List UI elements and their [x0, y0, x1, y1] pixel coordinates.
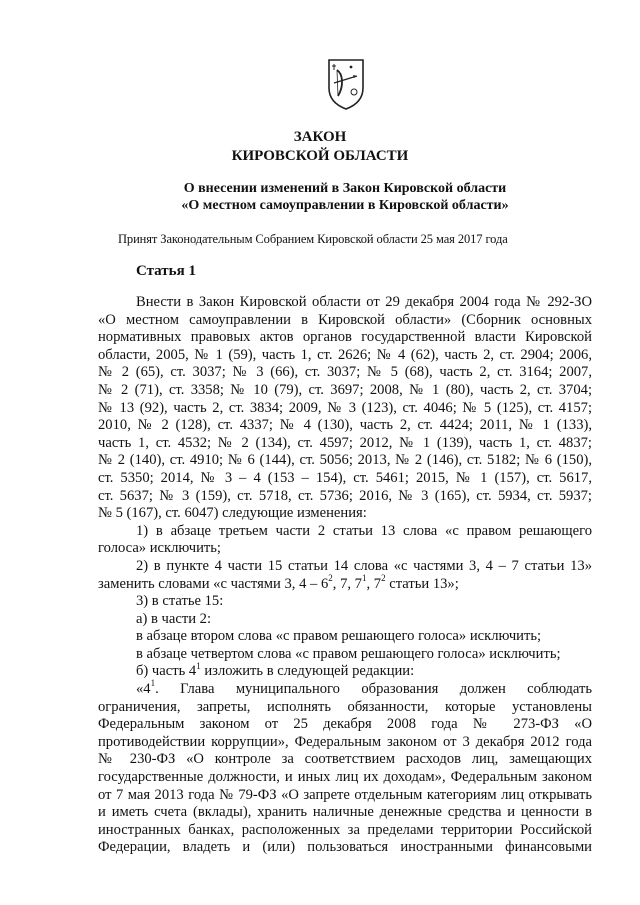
body-line: Федерации, владеть и (или) пользоваться иностранными финансовыми: [98, 839, 592, 856]
body-line: нормативных правовых актов органов государственной власти Кировской: [98, 329, 592, 346]
superscript: 1: [361, 572, 367, 583]
body-line: [98, 572, 592, 594]
article-heading: Статья 1: [136, 263, 196, 279]
superscript: 1: [150, 678, 156, 689]
body-line: ст. 5350; 2014, № 3 – 4 (153 – 154), ст. 5461; 2015, № 1 (157), ст. 5617,: [98, 469, 592, 486]
body-line: № 2 (71), ст. 3358; № 10 (79), ст. 3697; 2008, № 1 (80), часть 2, ст. 3704;: [98, 381, 592, 398]
body-line: 2) в пункте 4 части 15 статьи 14 слова «с частями 3, 4 – 7 статьи 13»: [136, 557, 592, 574]
law-subject-line2: «О местном самоуправлении в Кировской области»: [181, 198, 509, 213]
body-line: и иметь счета (вклады), хранить наличные денежные средства и ценности в: [98, 804, 592, 821]
law-body: [98, 294, 592, 857]
body-line: № 13 (92), часть 2, ст. 3834; 2009, № 3 (123), ст. 4046; № 5 (125), ст. 4157;: [98, 399, 592, 416]
superscript: 2: [328, 572, 333, 583]
body-line: 1) в абзаце третьем части 2 статьи 13 слова «с правом решающего: [136, 522, 592, 539]
body-line: ограничения, запреты, исполнять обязанности, которые установлены: [98, 698, 592, 715]
body-line: от 7 мая 2013 года № 79-ФЗ «О запрете отдельным категориям лиц открывать: [98, 786, 592, 803]
body-line: [98, 660, 592, 681]
text-fragment: б) часть 4: [136, 663, 197, 680]
body-line: 2010, № 2 (128), ст. 4337; № 4 (130), часть 2, ст. 4424; 2011, № 1 (133),: [98, 417, 592, 434]
coat-of-arms-icon: [326, 58, 366, 110]
text-fragment: заменить словами «с частями 3, 4 – 6: [98, 575, 329, 592]
body-line: Внести в Закон Кировской области от 29 декабря 2004 года № 292-ЗО: [136, 294, 592, 310]
text-fragment: , 7, 7: [332, 575, 362, 592]
body-line: [98, 678, 592, 699]
text-fragment: «4: [136, 681, 151, 698]
body-line: государственные должности, и иных лиц их доходам», Федеральным законом: [98, 769, 592, 786]
body-line: области, 2005, № 1 (59), часть 1, ст. 2626; № 4 (62), часть 2, ст. 2904; 2006,: [98, 346, 592, 363]
text-fragment: изложить в следующей редакции:: [200, 663, 415, 680]
body-line: часть 1, ст. 4532; № 2 (134), ст. 4597; 2012, № 1 (139), часть 1, ст. 4837;: [98, 434, 592, 451]
law-region: КИРОВСКОЙ ОБЛАСТИ: [231, 148, 409, 164]
body-line: 3) в статье 15:: [136, 593, 224, 610]
superscript: 2: [381, 572, 386, 583]
body-line: № 2 (65), ст. 3037; № 3 (66), ст. 3037; № 5 (68), часть 2, ст. 3164; 2007,: [98, 364, 592, 381]
text-fragment: , 7: [366, 575, 382, 592]
body-line: Федеральным законом от 25 декабря 2008 года № 273-ФЗ «О: [98, 716, 592, 733]
body-line: № 2 (140), ст. 4910; № 6 (144), ст. 5056; 2013, № 2 (146), ст. 5182; № 6 (150),: [98, 452, 592, 469]
law-subject-line1: О внесении изменений в Закон Кировской области: [183, 181, 507, 196]
body-line: № 230-ФЗ «О контроле за соответствием расходов лиц, замещающих: [98, 751, 592, 768]
body-line: голоса» исключить;: [98, 540, 221, 557]
body-line: в абзаце втором слова «с правом решающего голоса» исключить;: [136, 628, 542, 645]
law-title: ЗАКОН: [293, 129, 347, 145]
body-line: № 5 (167), ст. 6047) следующие изменения:: [98, 505, 367, 522]
superscript: 1: [196, 660, 201, 671]
body-line: в абзаце четвертом слова «с правом решающего голоса» исключить;: [136, 645, 561, 662]
body-line: «О местном самоуправлении в Кировской области» (Сборник основных: [98, 311, 592, 328]
adoption-note: Принят Законодательным Собранием Кировской области 25 мая 2017 года: [118, 232, 508, 246]
body-line: а) в части 2:: [136, 610, 212, 627]
body-line: противодействии коррупции», Федеральным законом от 3 декабря 2012 года: [98, 733, 592, 750]
text-fragment: статьи 13»;: [385, 575, 459, 592]
text-fragment: . Глава муниципального образования должен соблюдать: [155, 681, 592, 698]
body-line: иностранных банках, расположенных за пределами территории Российской: [98, 821, 592, 838]
body-line: ст. 5637; № 3 (159), ст. 5718, ст. 5736; 2016, № 3 (165), ст. 5934, ст. 5937;: [98, 487, 592, 504]
